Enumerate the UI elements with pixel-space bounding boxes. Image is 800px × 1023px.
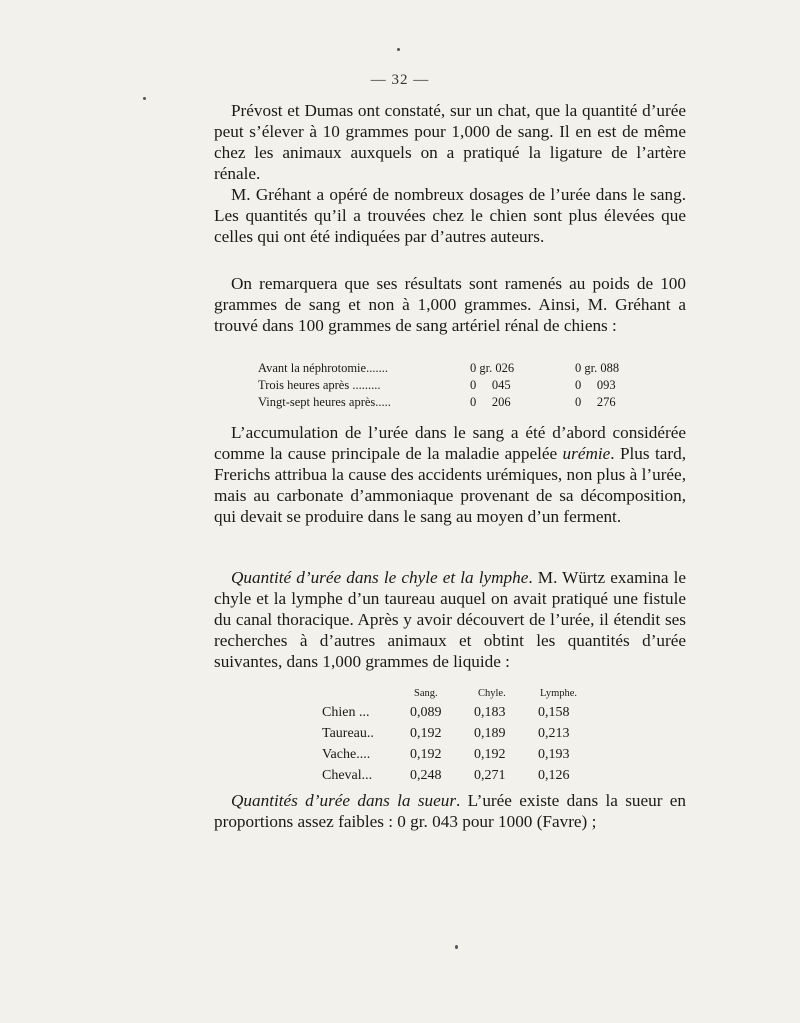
paper-speck — [143, 97, 146, 100]
paragraph-sueur — [214, 790, 686, 832]
row-label: Cheval... — [322, 768, 373, 783]
cell-value: 0,192 — [410, 726, 442, 741]
column-header: Sang. — [414, 688, 438, 699]
cell-value: 0,193 — [538, 747, 570, 762]
cell-value: 0,189 — [474, 726, 506, 741]
term-uremie: urémie — [562, 444, 611, 463]
page-number: — 32 — — [370, 72, 430, 88]
row-label: Taureau.. — [322, 726, 374, 741]
row-label: Avant la néphrotomie....... — [258, 361, 388, 375]
cell-value: 0 045 — [470, 378, 511, 392]
paragraph-prevost-dumas — [214, 100, 686, 184]
cell-value: 0,213 — [538, 726, 570, 741]
paragraph-text: Prévost et Dumas ont constaté, sur un chat, que la quantité d’urée peut s’élever à 10 grammes pour 1,000 de sang. Il en est de même chez les animaux auxquels on a pratiqué la ligature de l’artère rénale. — [214, 101, 686, 183]
paragraph-text — [214, 567, 686, 672]
row-label: Vache.... — [322, 747, 371, 762]
cell-value: 0 gr. 026 — [470, 361, 515, 375]
cell-value: 0,183 — [474, 705, 506, 720]
cell-value: 0,192 — [410, 747, 442, 762]
paragraph-grehant-dosages — [214, 184, 686, 247]
column-header: Lymphe. — [540, 688, 578, 699]
cell-value: 0 206 — [470, 395, 511, 409]
section-heading: Quantité d’urée dans le chyle et la lymphe — [231, 568, 529, 587]
column-header: Chyle. — [478, 688, 506, 699]
cell-value: 0,158 — [538, 705, 570, 720]
paper-speck — [397, 48, 400, 51]
row-label: Trois heures après ......... — [258, 378, 381, 392]
paragraph-resultats — [214, 273, 686, 336]
cell-value: 0,126 — [538, 768, 570, 783]
cell-value: 0,248 — [410, 768, 442, 783]
paragraph-uremie — [214, 422, 686, 527]
text-run: . L’urée existe dans la sueur en proportions assez faibles : 0 gr. 043 pour 1000 (Favre) ; — [214, 791, 686, 831]
row-label: Vingt-sept heures après..... — [258, 395, 391, 409]
paragraph-text: M. Gréhant a opéré de nombreux dosages de l’urée dans le sang. Les quantités qu’il a trouvées chez le chien sont plus élevées que celles qui ont été indiquées par d’autres auteurs. — [214, 185, 686, 246]
cell-value: 0,192 — [474, 747, 506, 762]
cell-value: 0 093 — [575, 378, 616, 392]
paragraph-text — [214, 422, 686, 527]
section-heading: Quantités d’urée dans la sueur — [231, 791, 457, 810]
paragraph-text — [214, 790, 686, 832]
text-run: . Plus tard, Frerichs attribua la cause des accidents urémiques, non plus à l’urée, mais au carbonate d’ammoniaque provenant de sa décomposition, qui devait se produire dans le sang au moyen d’un ferment. — [214, 444, 686, 526]
text-run: L’accumulation de l’urée dans le sang a été d’abord considérée comme la cause principale de la maladie appelée — [214, 423, 686, 463]
paragraph-chyle-lymphe — [214, 567, 686, 672]
cell-value: 0,271 — [474, 768, 506, 783]
row-label: Chien ... — [322, 705, 370, 720]
paper-speck — [455, 945, 458, 949]
cell-value: 0,089 — [410, 705, 442, 720]
cell-value: 0 276 — [575, 395, 616, 409]
paragraph-text: On remarquera que ses résultats sont ramenés au poids de 100 grammes de sang et non à 1,000 grammes. Ainsi, M. Gréhant a trouvé dans 100 grammes de sang artériel rénal de chiens : — [214, 274, 686, 335]
text-run: . M. Würtz examina le chyle et la lymphe d’un taureau auquel on avait pratiqué une fistule du canal thoracique. Après y avoir découvert de l’urée, il étendit ses recherches à d’autres animaux et obtint les quantités d’urée suivantes, dans 1,000 grammes de liquide : — [214, 568, 686, 671]
cell-value: 0 gr. 088 — [575, 361, 620, 375]
